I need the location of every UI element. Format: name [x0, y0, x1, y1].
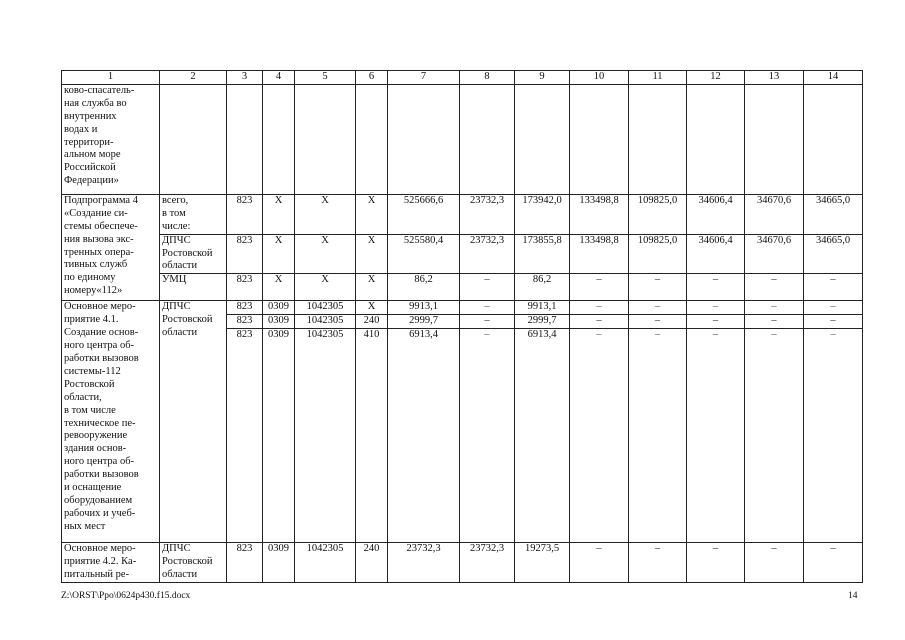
name-line: тивных служб — [64, 259, 128, 271]
csr-cell: X — [295, 194, 356, 234]
name-line: Российской — [64, 162, 116, 174]
budget-table — [61, 70, 863, 583]
vr-cell: X — [356, 234, 388, 274]
header-cell: 1 — [62, 71, 160, 85]
amount-cell: – — [629, 543, 687, 583]
amount-cell: 9913,1 — [388, 301, 460, 315]
executor-cell — [160, 543, 227, 583]
amount-cell: 23732,3 — [460, 234, 515, 274]
name-line: Федерации» — [64, 175, 119, 187]
amount-cell: – — [629, 301, 687, 315]
page-number: 14 — [848, 591, 858, 601]
name-line: ревооружение — [64, 430, 128, 442]
executor-line: области — [162, 569, 198, 581]
header-cell: 7 — [388, 71, 460, 85]
amount-cell: – — [687, 543, 745, 583]
grbs-cell: 823 — [227, 315, 263, 329]
name-line: в том числе — [64, 404, 116, 416]
amount-cell: – — [570, 315, 629, 329]
name-line: рабочих и учеб- — [64, 507, 136, 519]
name-line: территори- — [64, 136, 114, 148]
continuation-row — [62, 84, 863, 194]
header-cell: 14 — [804, 71, 863, 85]
name-line: Основное меро- — [64, 301, 136, 313]
header-cell: 6 — [356, 71, 388, 85]
csr-cell: 1042305 — [295, 315, 356, 329]
amount-cell: 86,2 — [515, 274, 570, 301]
name-line: ния вызова экс- — [64, 233, 134, 245]
activity-41-total-row — [62, 301, 863, 315]
grbs-cell: 823 — [227, 543, 263, 583]
amount-cell: – — [745, 274, 804, 301]
header-cell: 8 — [460, 71, 515, 85]
amount-cell: – — [629, 315, 687, 329]
grbs-cell: 823 — [227, 329, 263, 543]
amount-cell: 34665,0 — [804, 194, 863, 234]
header-cell: 12 — [687, 71, 745, 85]
rzpr-cell: 0309 — [263, 301, 295, 315]
name-line: приятие 4.1. — [64, 314, 119, 326]
executor-line: Ростовской — [162, 314, 213, 326]
amount-cell: 133498,8 — [570, 234, 629, 274]
amount-cell: 173942,0 — [515, 194, 570, 234]
name-line: внутренних — [64, 110, 117, 122]
amount-cell: – — [570, 329, 629, 543]
executor-line: области — [162, 260, 198, 272]
header-cell: 9 — [515, 71, 570, 85]
amount-cell: – — [745, 301, 804, 315]
activity-name-cell — [62, 301, 160, 543]
amount-cell: 34670,6 — [745, 234, 804, 274]
rzpr-cell: X — [263, 194, 295, 234]
amount-cell: 23732,3 — [388, 543, 460, 583]
program-name-cell — [62, 84, 160, 194]
amount-cell: 9913,1 — [515, 301, 570, 315]
header-cell: 10 — [570, 71, 629, 85]
executor-cell — [160, 274, 227, 301]
grbs-cell: 823 — [227, 301, 263, 315]
vr-cell: X — [356, 274, 388, 301]
executor-cell — [160, 194, 227, 234]
amount-cell: 2999,7 — [515, 315, 570, 329]
name-line: системы-112 — [64, 365, 121, 377]
amount-cell: – — [460, 274, 515, 301]
executor-line: ДПЧС — [162, 234, 191, 246]
amount-cell: – — [687, 315, 745, 329]
amount-cell: 6913,4 — [388, 329, 460, 543]
name-line: номеру«112» — [64, 285, 123, 297]
header-cell: 2 — [160, 71, 227, 85]
amount-cell: 109825,0 — [629, 234, 687, 274]
header-cell: 11 — [629, 71, 687, 85]
name-line: Основное меро- — [64, 543, 136, 555]
executor-line: УМЦ — [162, 274, 187, 286]
executor-line: области — [162, 327, 198, 339]
amount-cell: 2999,7 — [388, 315, 460, 329]
name-line: ного центра об- — [64, 456, 135, 468]
grbs-cell: 823 — [227, 194, 263, 234]
rzpr-cell: 0309 — [263, 315, 295, 329]
activity-42-row — [62, 543, 863, 583]
amount-cell: – — [687, 329, 745, 543]
amount-cell: 34606,4 — [687, 194, 745, 234]
file-path: Z:\ORST\Ppo\0624p430.f15.docx — [61, 591, 191, 601]
vr-cell: 240 — [356, 315, 388, 329]
name-line: работки вызовов — [64, 469, 139, 481]
csr-cell: 1042305 — [295, 329, 356, 543]
amount-cell: – — [460, 315, 515, 329]
name-line: работки вызовов — [64, 352, 139, 364]
amount-cell: – — [570, 301, 629, 315]
amount-cell: – — [804, 543, 863, 583]
csr-cell: X — [295, 274, 356, 301]
name-line: техническое пе- — [64, 417, 136, 429]
executor-cell — [160, 234, 227, 274]
amount-cell: 525580,4 — [388, 234, 460, 274]
name-line: тренных опера- — [64, 246, 134, 258]
vr-cell: X — [356, 301, 388, 315]
subprogram-umc-row — [62, 274, 863, 301]
header-cell: 3 — [227, 71, 263, 85]
amount-cell: – — [629, 329, 687, 543]
amount-cell: 86,2 — [388, 274, 460, 301]
name-line: ная служба во — [64, 97, 127, 109]
amount-cell: – — [570, 274, 629, 301]
name-line: по единому — [64, 272, 116, 284]
executor-line: ДПЧС — [162, 301, 191, 313]
amount-cell: 19273,5 — [515, 543, 570, 583]
executor-line: ДПЧС — [162, 543, 191, 555]
amount-cell: – — [687, 274, 745, 301]
amount-cell: – — [745, 543, 804, 583]
amount-cell: 34670,6 — [745, 194, 804, 234]
amount-cell: 23732,3 — [460, 543, 515, 583]
name-line: питальный ре- — [64, 569, 130, 581]
name-line: стемы обеспече- — [64, 220, 138, 232]
name-line: приятие 4.2. Ка- — [64, 556, 137, 568]
amount-cell: – — [804, 274, 863, 301]
executor-line: Ростовской — [162, 556, 213, 568]
rzpr-cell: X — [263, 234, 295, 274]
amount-cell: 173855,8 — [515, 234, 570, 274]
activity-name-cell — [62, 543, 160, 583]
vr-cell: 240 — [356, 543, 388, 583]
name-line: водах и — [64, 123, 98, 135]
rzpr-cell: 0309 — [263, 543, 295, 583]
subprogram-name-cell — [62, 194, 160, 300]
executor-line: Ростовской — [162, 247, 213, 259]
csr-cell: X — [295, 234, 356, 274]
grbs-cell: 823 — [227, 234, 263, 274]
amount-cell: – — [629, 274, 687, 301]
header-cell: 4 — [263, 71, 295, 85]
header-cell: 5 — [295, 71, 356, 85]
grbs-cell: 823 — [227, 274, 263, 301]
vr-cell: 410 — [356, 329, 388, 543]
amount-cell: – — [804, 301, 863, 315]
amount-cell: – — [687, 301, 745, 315]
amount-cell: 34665,0 — [804, 234, 863, 274]
name-line: ково-спасатель- — [64, 84, 135, 96]
name-line: Создание основ- — [64, 327, 139, 339]
header-cell: 13 — [745, 71, 804, 85]
amount-cell: 6913,4 — [515, 329, 570, 543]
amount-cell: 109825,0 — [629, 194, 687, 234]
name-line: оборудованием — [64, 494, 133, 506]
header-row — [62, 71, 863, 85]
name-line: «Создание си- — [64, 207, 128, 219]
name-line: Ростовской — [64, 378, 115, 390]
name-line: альном море — [64, 149, 121, 161]
amount-cell: – — [570, 543, 629, 583]
name-line: области, — [64, 391, 102, 403]
name-line: Подпрограмма 4 — [64, 194, 138, 206]
amount-cell: 23732,3 — [460, 194, 515, 234]
executor-cell — [160, 301, 227, 543]
csr-cell: 1042305 — [295, 301, 356, 315]
amount-cell: 525666,6 — [388, 194, 460, 234]
name-line: ных мест — [64, 520, 106, 532]
vr-cell: X — [356, 194, 388, 234]
rzpr-cell: X — [263, 274, 295, 301]
executor-line: всего, — [162, 194, 189, 206]
amount-cell: 34606,4 — [687, 234, 745, 274]
amount-cell: – — [460, 301, 515, 315]
subprogram-total-row — [62, 194, 863, 234]
name-line: ного центра об- — [64, 340, 135, 352]
amount-cell: – — [804, 315, 863, 329]
csr-cell: 1042305 — [295, 543, 356, 583]
rzpr-cell: 0309 — [263, 329, 295, 543]
name-line: здания основ- — [64, 443, 127, 455]
executor-line: в том — [162, 207, 186, 219]
amount-cell: – — [745, 315, 804, 329]
amount-cell: 133498,8 — [570, 194, 629, 234]
subprogram-dpchs-row — [62, 234, 863, 274]
executor-line: числе: — [162, 220, 191, 232]
amount-cell: – — [804, 329, 863, 543]
amount-cell: – — [745, 329, 804, 543]
amount-cell: – — [460, 329, 515, 543]
name-line: и оснащение — [64, 482, 122, 494]
